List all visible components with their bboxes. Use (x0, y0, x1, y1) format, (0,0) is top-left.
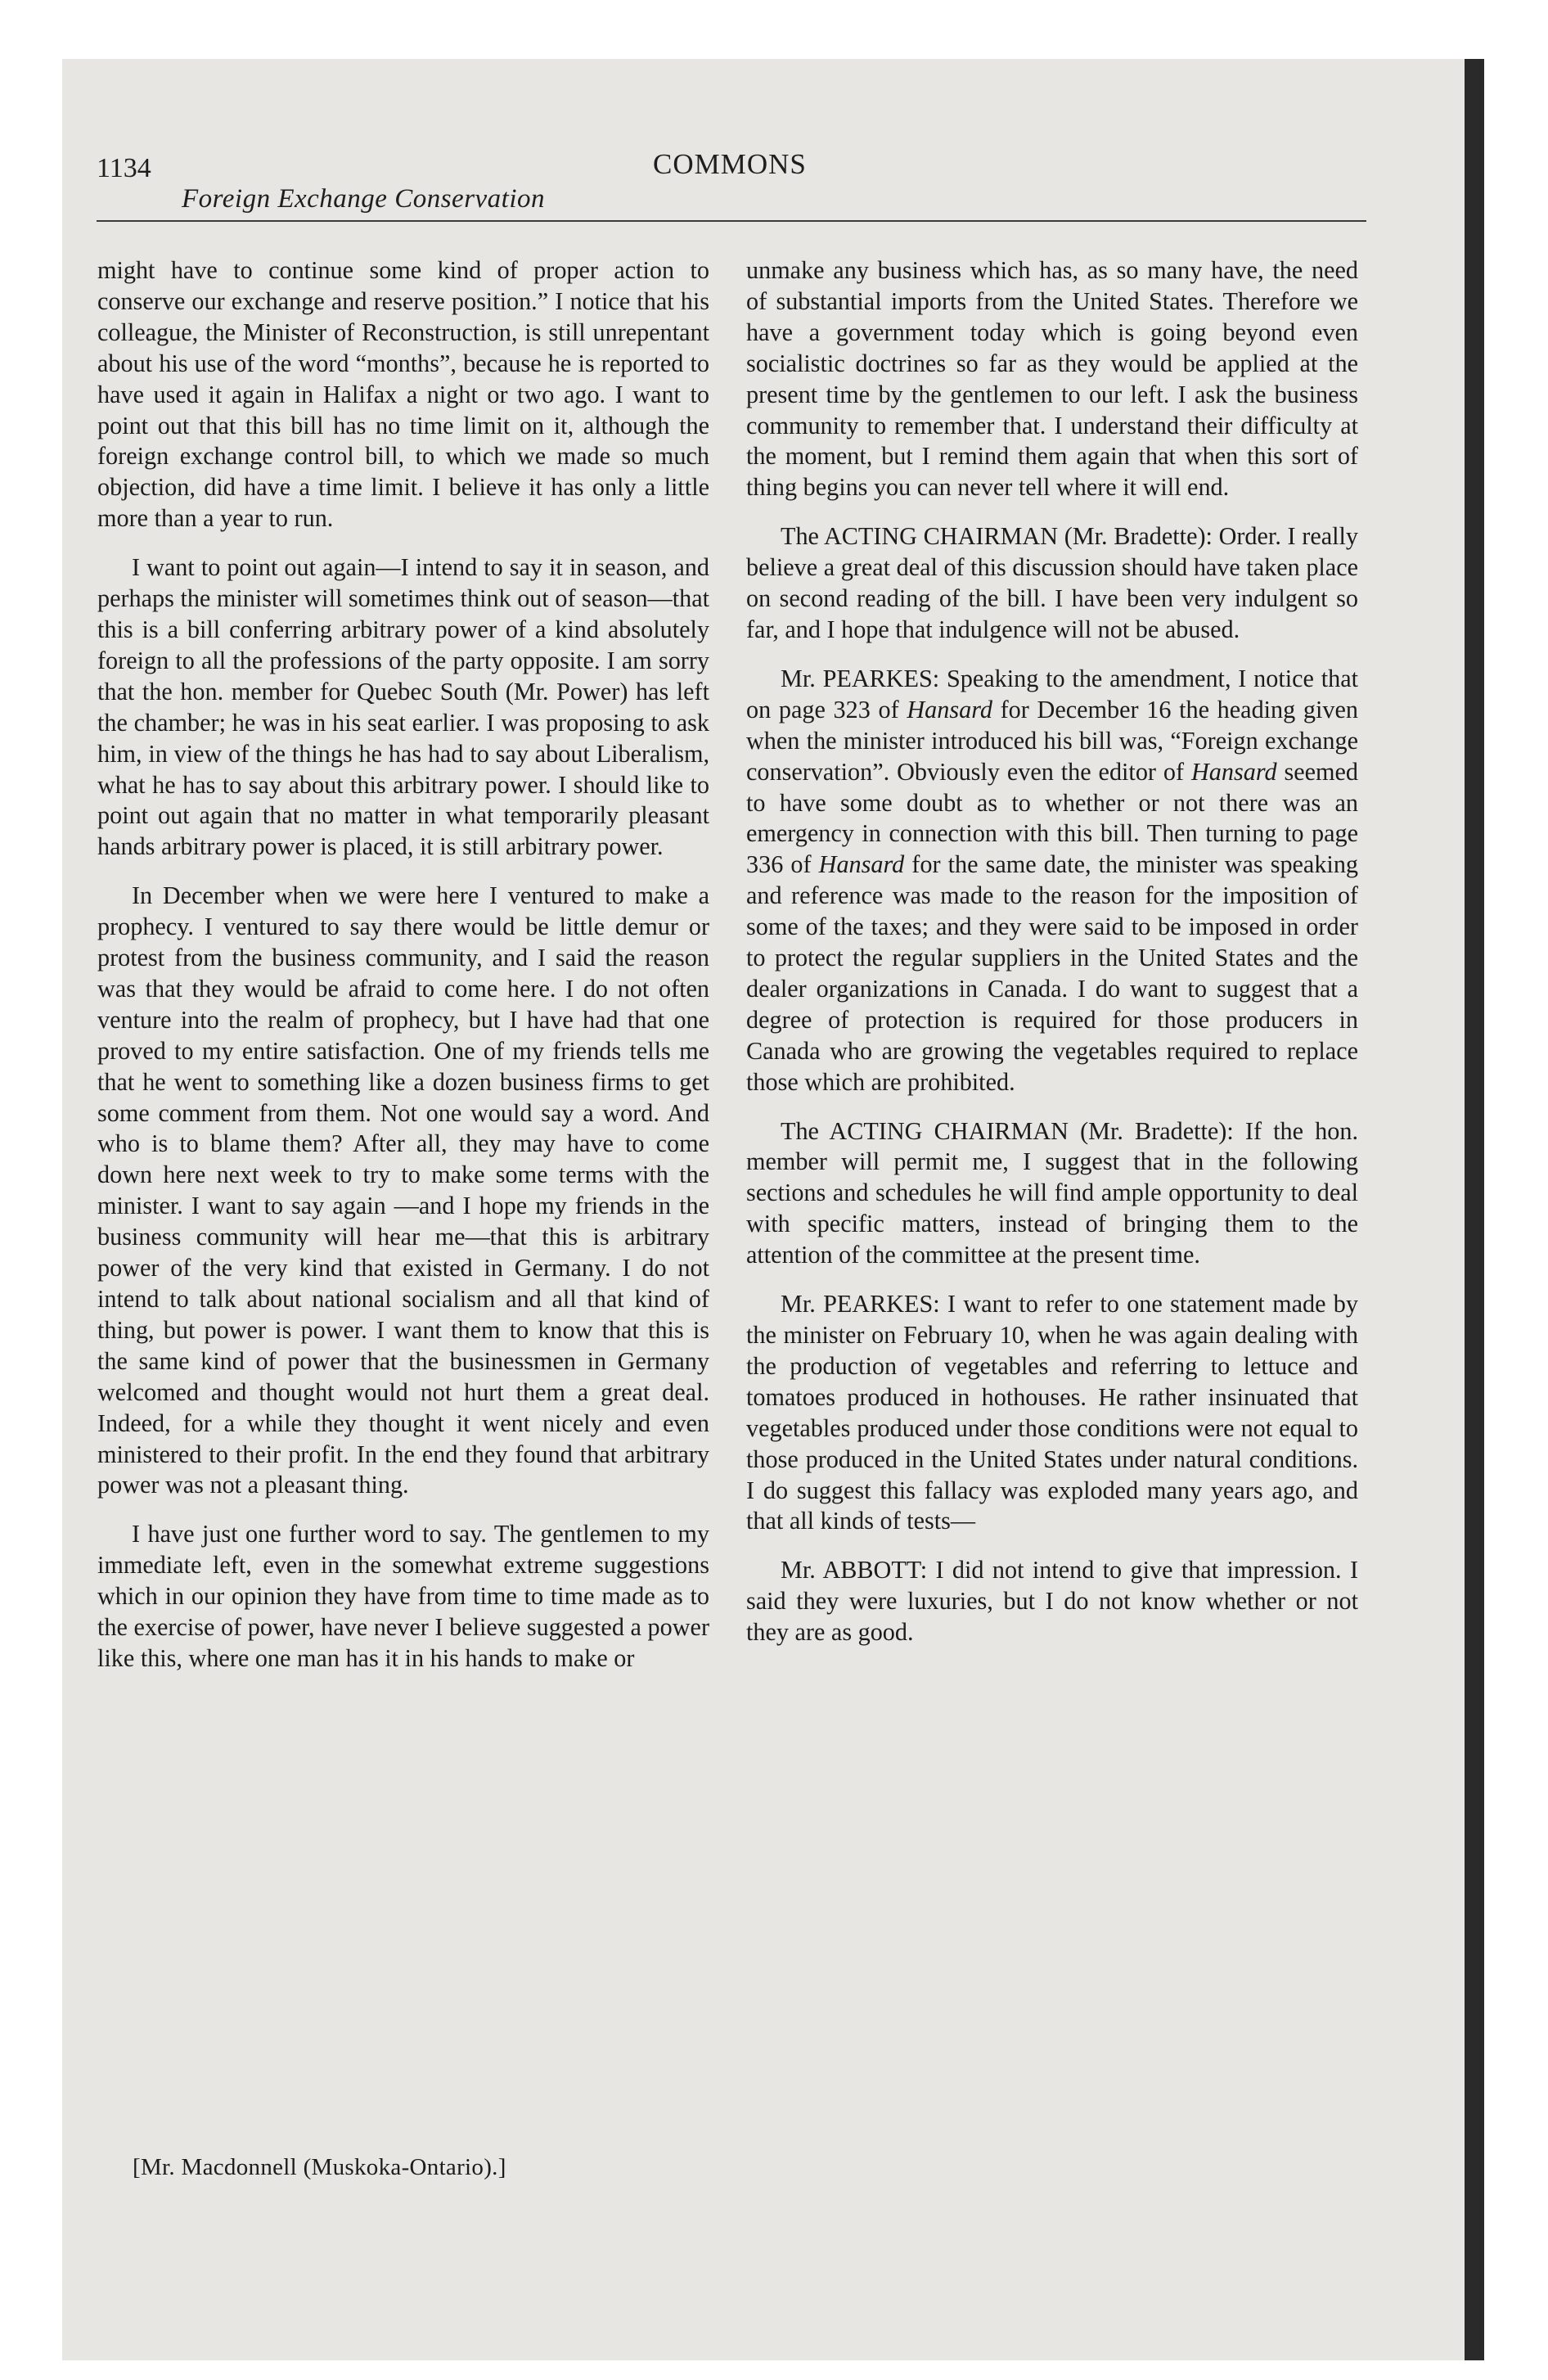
publication-title: Hansard (1190, 757, 1277, 786)
paragraph: The ACTING CHAIRMAN (Mr. Bradette): If the hon. member will permit me, I suggest that in the following sections and schedules he will find ample opportunity to deal with specific matters, instead of bringing them to the attention of the committee at the present time. (746, 1116, 1358, 1269)
paragraph: I want to point out again—I intend to say it in season, and perhaps the minister will sometimes think out of season—that this is a bill conferring arbitrary power of a kind absolutely foreign to all the professions of the party opposite. I am sorry that the hon. member for Quebec South (Mr. Power) has left the chamber; he was in his seat earlier. I was proposing to ask him, in view of the things he has had to say about Liberalism, what he has to say about this arbitrary power. I should like to point out again that no matter in what temporarily pleasant hands arbitrary power is placed, it is still arbitrary power. (97, 553, 709, 861)
publication-title: Hansard (818, 850, 905, 879)
right-column (746, 255, 1358, 1666)
paragraph: unmake any business which has, as so many have, the need of substantial imports from the United States. Therefore we have a government today which is going beyond even socialistic doctrines so far as they would be applied at the present time by the gentlemen to our left. I ask the business community to remember that. I understand their difficulty at the moment, but I remind them again that when this sort of thing begins you can never tell where it will end. (746, 256, 1358, 502)
paragraph: In December when we were here I ventured to make a prophecy. I ventured to say there would be little demur or protest from the business community, and I said the reason was that they would be afraid to come here. I do not often venture into the realm of prophecy, but I have had that one proved to my entire satisfaction. One of my friends tells me that he went to something like a dozen business firms to get some comment from them. Not one would say a word. And who is to blame them? After all, they may have to come down here next week to try to make some terms with the minister. I want to say again —and I hope my friends in the business community will hear me—that this is arbitrary power of the very kind that existed in Germany. I do not intend to talk about national socialism and all that kind of thing, but power is power. I want them to know that this is the same kind of power that the businessmen in Germany welcomed and thought would not hurt them a great deal. Indeed, for a while they thought it went nicely and even ministered to their profit. In the end they found that arbitrary power was not a pleasant thing. (97, 881, 709, 1499)
paragraph: Mr. ABBOTT: I did not intend to give that impression. I said they were luxuries, but I do not know whether or not they are as good. (746, 1556, 1358, 1647)
paragraph: Mr. PEARKES: I want to refer to one statement made by the minister on February 10, when he was again dealing with the production of vegetables and referring to lettuce and tomatoes produced in hothouses. He rather insinuated that vegetables produced under those conditions were not equal to those produced in the United States under natural conditions. I do suggest this fallacy was exploded many years ago, and that all kinds of tests— (746, 1290, 1358, 1535)
running-head: COMMONS (653, 148, 807, 180)
text-run: for December 16 the heading given when the minister introduced his bill was, “Foreign exchange conservation”. Obviously even the editor of (746, 695, 1358, 786)
left-column (97, 255, 709, 1693)
paragraph: The ACTING CHAIRMAN (Mr. Bradette): Order. I really believe a great deal of this discussion should have taken place on second reading of the bill. I have been very indulgent so far, and I hope that indulgence will not be abused. (746, 522, 1358, 643)
paragraph: might have to continue some kind of proper action to conserve our exchange and reserve position.” I notice that his colleague, the Minister of Reconstruction, is still unrepentant about his use of the word “months”, because he is reported to have used it again in Halifax a night or two ago. I want to point out that this bill has no time limit on it, although the foreign exchange control bill, to which we made so much objection, did have a time limit. I believe it has only a little more than a year to run. (97, 256, 709, 533)
paragraph-pearkes-amendment (746, 664, 1358, 1098)
page-header (97, 143, 1366, 225)
text-run: Mr. PEARKES: Speaking to the amendment, I notice that on page 323 of (746, 664, 1358, 723)
text-run: for the same date, the minister was speaking and reference was made to the reason for the imposition of some of the taxes; and they were said to be imposed in order to protect the regular suppliers in the United States and the dealer organizations in Canada. I do want to suggest that a degree of protection is required for those producers in Canada who are growing the vegetables required to replace those which are prohibited. (746, 850, 1359, 1096)
section-title: Foreign Exchange Conservation (182, 184, 546, 214)
text-run: seemed to have some doubt as to whether or not there was an emergency in connection with this bill. Then turning to page 336 of (746, 757, 1358, 879)
header-rule (97, 220, 1366, 222)
publication-title: Hansard (907, 695, 992, 723)
speaker-attribution: [Mr. Macdonnell (Muskoka-Ontario).] (133, 2154, 506, 2180)
scan-edge-shadow (1465, 59, 1484, 2360)
paragraph: I have just one further word to say. The gentlemen to my immediate left, even in the somewhat extreme suggestions which in our opinion they have from time to time made as to the exercise of power, have never I believe suggested a power like this, where one man has it in his hands to make or (97, 1520, 709, 1672)
page-number: 1134 (97, 153, 151, 183)
